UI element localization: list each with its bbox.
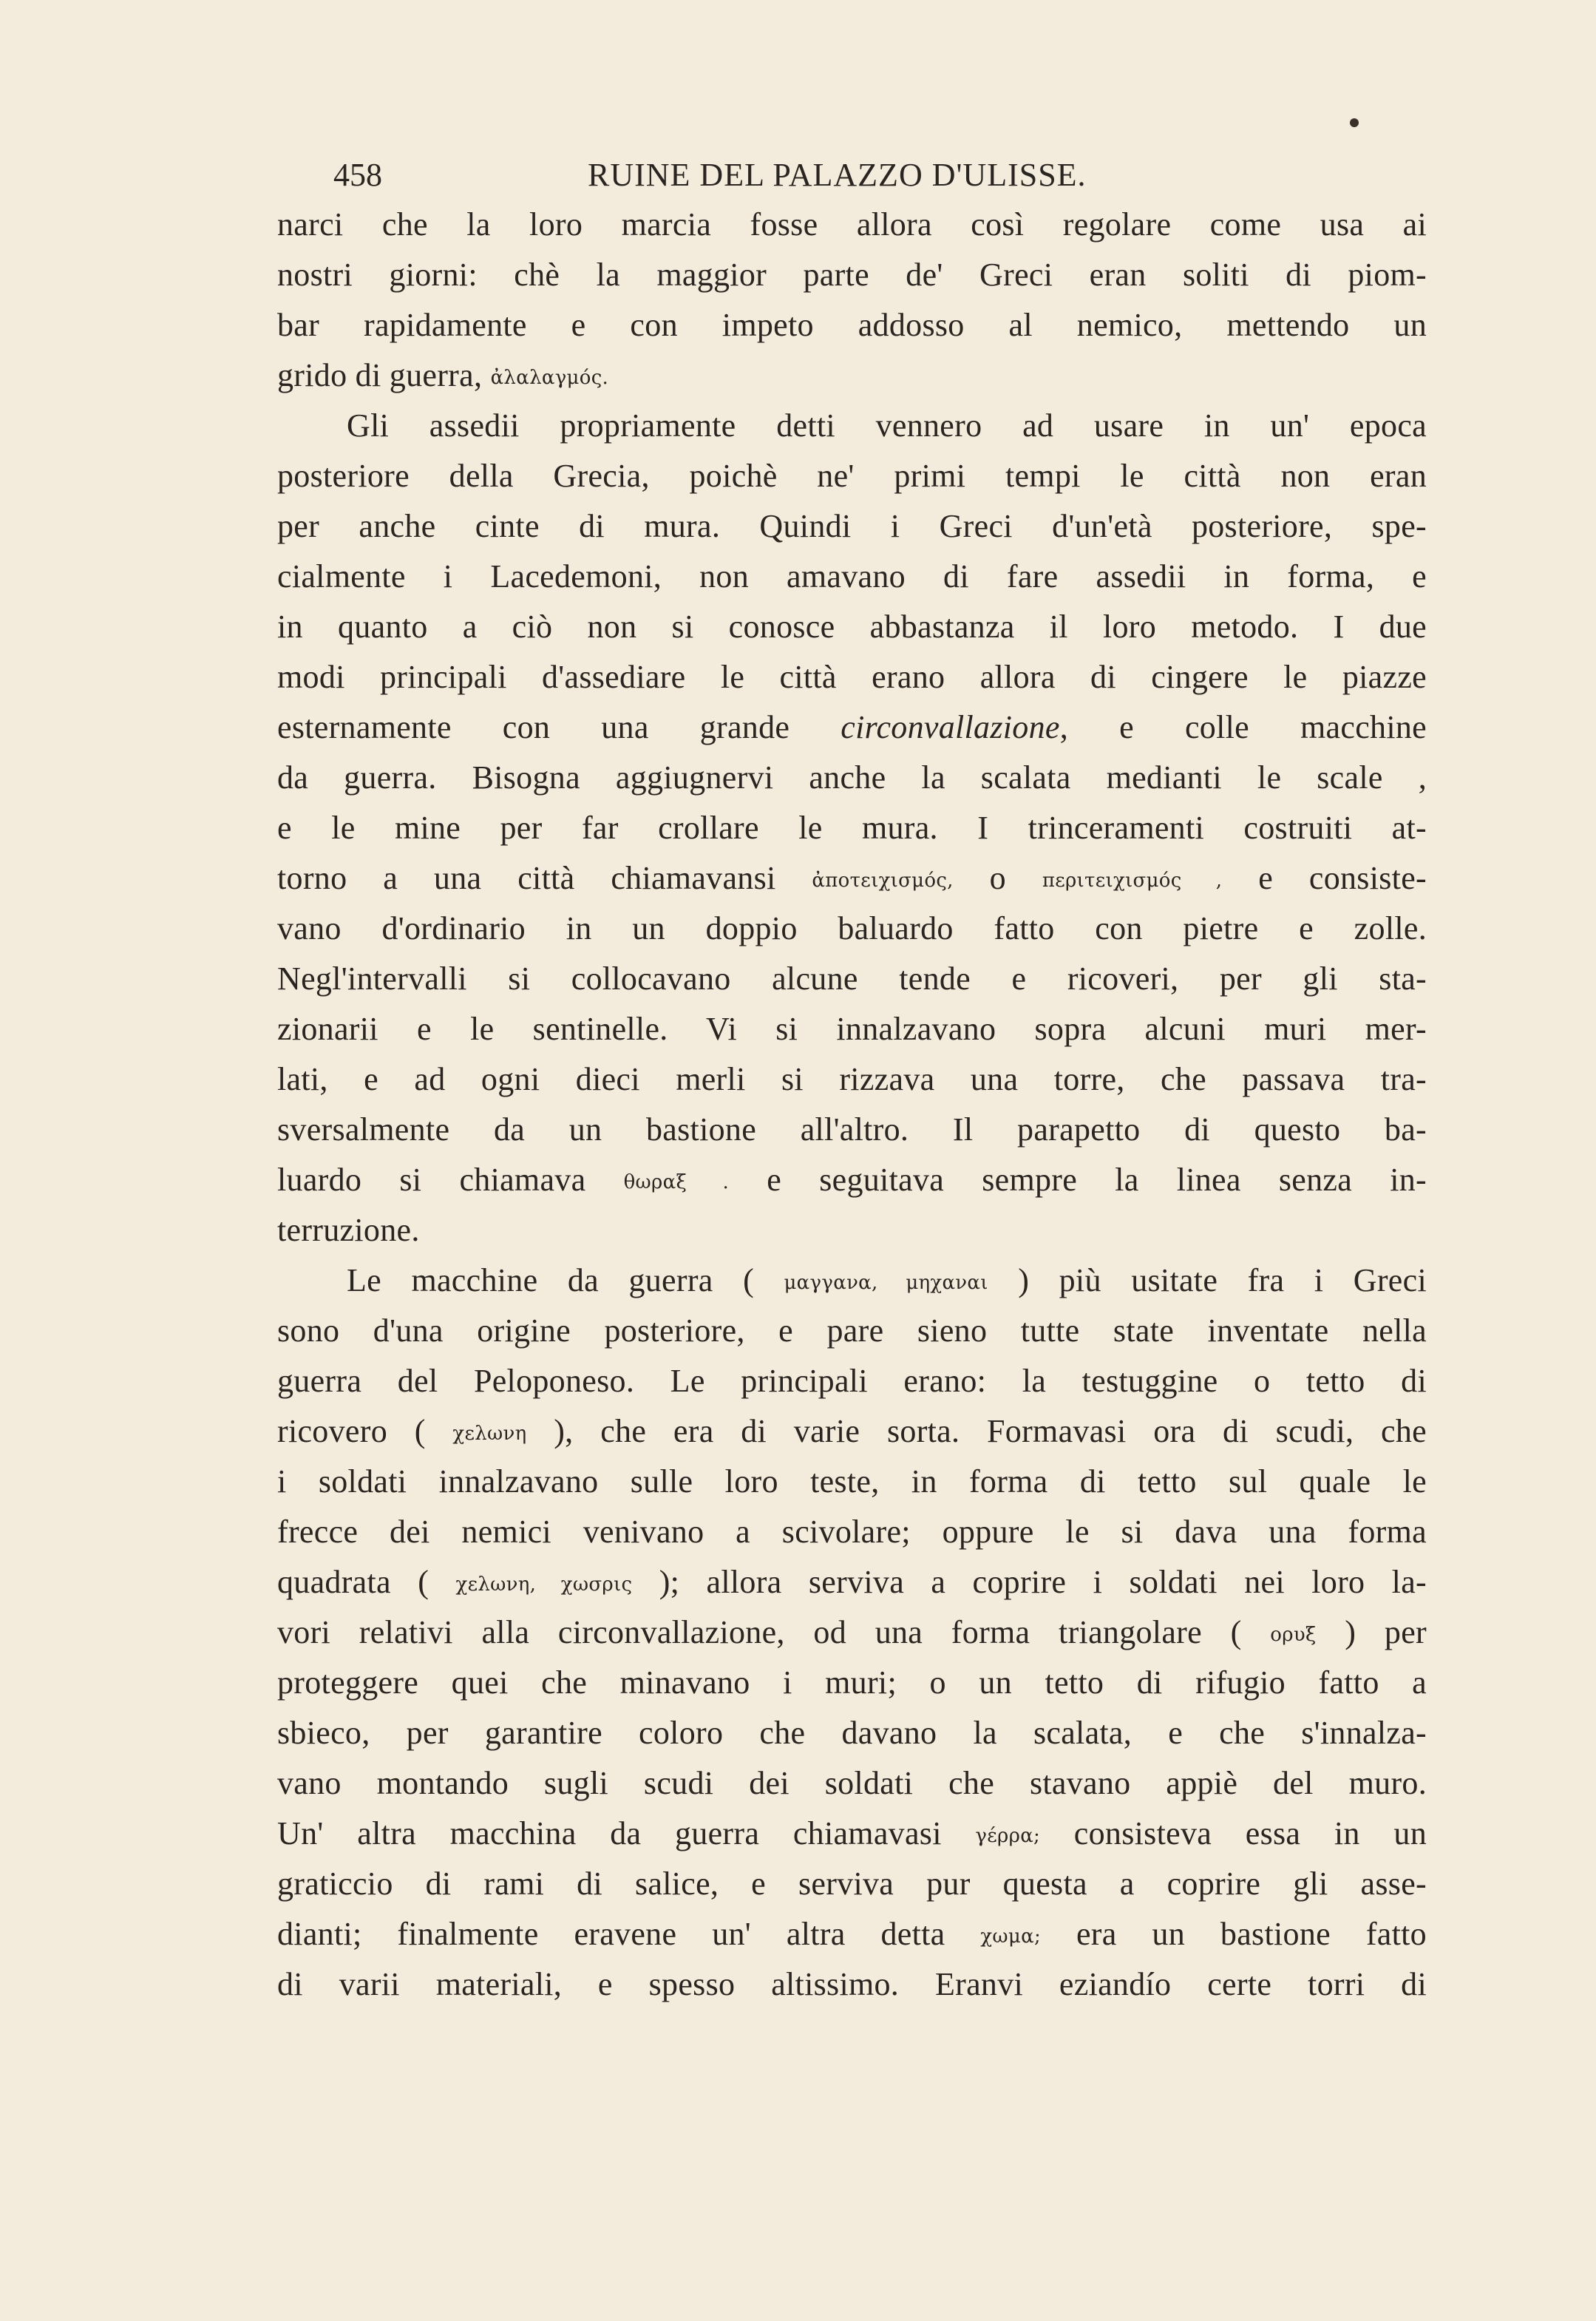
text-line: da guerra. Bisogna aggiugnervi anche la scalata medianti le scale , — [277, 759, 1427, 796]
text-line: vano d'ordinario in un doppio baluardo fatto con pietre e zolle. — [277, 910, 1427, 946]
greek-term: θωραξ . — [623, 1171, 730, 1193]
greek-term: γέρρα; — [975, 1825, 1041, 1847]
text-line — [277, 1406, 1427, 1457]
text-run: , e colle macchine — [1059, 709, 1427, 745]
paragraph-start: Gli assedii propriamente detti vennero ad usare in un' epoca — [347, 407, 1427, 444]
ink-dot-mark — [1350, 118, 1359, 127]
text-line: modi principali d'assediare le città erano allora di cingere le piazze — [277, 659, 1427, 695]
greek-term: περιτειχισμός , — [1042, 870, 1223, 892]
text-line: e le mine per far crollare le mura. I trinceramenti costruiti at- — [277, 810, 1427, 846]
greek-term: ἀλαλαγμός. — [490, 367, 609, 389]
text-run: Un' altra macchina da guerra chiamavasi — [277, 1815, 942, 1851]
text-line: proteggere quei che minavano i muri; o un tetto di rifugio fatto a — [277, 1664, 1427, 1701]
text-line: posteriore della Grecia, poichè ne' primi tempi le città non eran — [277, 458, 1427, 494]
text-line: graticcio di rami di salice, e serviva pur questa a coprire gli asse- — [277, 1866, 1427, 1902]
text-line: frecce dei nemici venivano a scivolare; oppure le si dava una forma — [277, 1514, 1427, 1550]
text-line: narci che la loro marcia fosse allora così regolare come usa ai — [277, 206, 1427, 243]
text-line: sbieco, per garantire coloro che davano la scalata, e che s'innalza- — [277, 1715, 1427, 1751]
text-run: ) più usitate fra i Greci — [1018, 1262, 1427, 1298]
text-line — [277, 702, 1427, 753]
text-run: luardo si chiamava — [277, 1162, 586, 1198]
greek-term: μαγγανα, μηχαναι — [784, 1272, 988, 1294]
page-number: 458 — [333, 157, 382, 193]
text-line: sversalmente da un bastione all'altro. Il parapetto di questo ba- — [277, 1111, 1427, 1148]
text-line: Negl'intervalli si collocavano alcune tende e ricoveri, per gli sta- — [277, 960, 1427, 997]
text-line: zionarii e le sentinelle. Vi si innalzavano sopra alcuni muri mer- — [277, 1011, 1427, 1047]
greek-term: ορυξ — [1270, 1624, 1317, 1646]
text-line: vano montando sugli scudi dei soldati che stavano appiè del muro. — [277, 1765, 1427, 1801]
text-line: terruzione. — [277, 1212, 420, 1248]
text-line: cialmente i Lacedemoni, non amavano di fare assedii in forma, e — [277, 558, 1427, 594]
text-line: lati, e ad ogni dieci merli si rizzava una torre, che passava tra- — [277, 1061, 1427, 1097]
text-line — [277, 1155, 1427, 1205]
text-run: Le macchine da guerra ( — [347, 1262, 755, 1298]
text-line — [277, 350, 1427, 401]
text-line — [277, 1557, 1427, 1607]
text-run: ), che era di varie sorta. Formavasi ora di scudi, che — [554, 1413, 1427, 1449]
text-line: in quanto a ciò non si conosce abbastanza il loro metodo. I due — [277, 609, 1427, 645]
paragraph-start — [277, 1256, 1427, 1306]
text-line — [277, 1809, 1427, 1859]
text-run: era un bastione fatto — [1076, 1916, 1427, 1952]
text-line: i soldati innalzavano sulle loro teste, in forma di tetto sul quale le — [277, 1463, 1427, 1500]
text-line: guerra del Peloponeso. Le principali erano: la testuggine o tetto di — [277, 1363, 1427, 1399]
text-line: sono d'una origine posteriore, e pare sieno tutte state inventate nella — [277, 1312, 1427, 1349]
text-line: nostri giorni: chè la maggior parte de' Greci eran soliti di piom- — [277, 257, 1427, 293]
running-title: RUINE DEL PALAZZO D'ULISSE. — [588, 157, 1087, 193]
text-run: dianti; finalmente eravene un' altra detta — [277, 1916, 945, 1952]
text-run: ); allora serviva a coprire i soldati nei loro la- — [659, 1564, 1427, 1600]
text-line — [277, 1909, 1427, 1959]
text-line — [277, 1607, 1427, 1658]
italic-term: circonvallazione — [841, 709, 1060, 745]
text-run: vori relativi alla circonvallazione, od una forma triangolare ( — [277, 1614, 1242, 1650]
text-run: ) per — [1345, 1614, 1427, 1650]
text-run: e consiste- — [1258, 860, 1427, 896]
text-line — [277, 853, 1427, 904]
page-header — [277, 152, 1427, 196]
text-line: per anche cinte di mura. Quindi i Greci d'un'età posteriore, spe- — [277, 508, 1427, 544]
greek-term: χελωνη, χωσρις — [455, 1573, 633, 1596]
text-run: grido di guerra, — [277, 357, 483, 393]
text-line: bar rapidamente e con impeto addosso al nemico, mettendo un — [277, 307, 1427, 343]
greek-term: χελωνη — [452, 1423, 527, 1445]
text-run: e seguitava sempre la linea senza in- — [767, 1162, 1427, 1198]
text-run: quadrata ( — [277, 1564, 429, 1600]
body-text — [277, 200, 1427, 2010]
greek-term: χωμα; — [980, 1925, 1042, 1948]
text-run: torno a una città chiamavansi — [277, 860, 776, 896]
text-run: consisteva essa in un — [1073, 1815, 1427, 1851]
text-run: esternamente con una grande — [277, 709, 790, 745]
text-line: di varii materiali, e spesso altissimo. Eranvi eziandío certe torri di — [277, 1966, 1427, 2002]
text-run: o — [989, 860, 1006, 896]
greek-term: ἀποτειχισμός, — [812, 870, 954, 892]
text-run: ricovero ( — [277, 1413, 426, 1449]
